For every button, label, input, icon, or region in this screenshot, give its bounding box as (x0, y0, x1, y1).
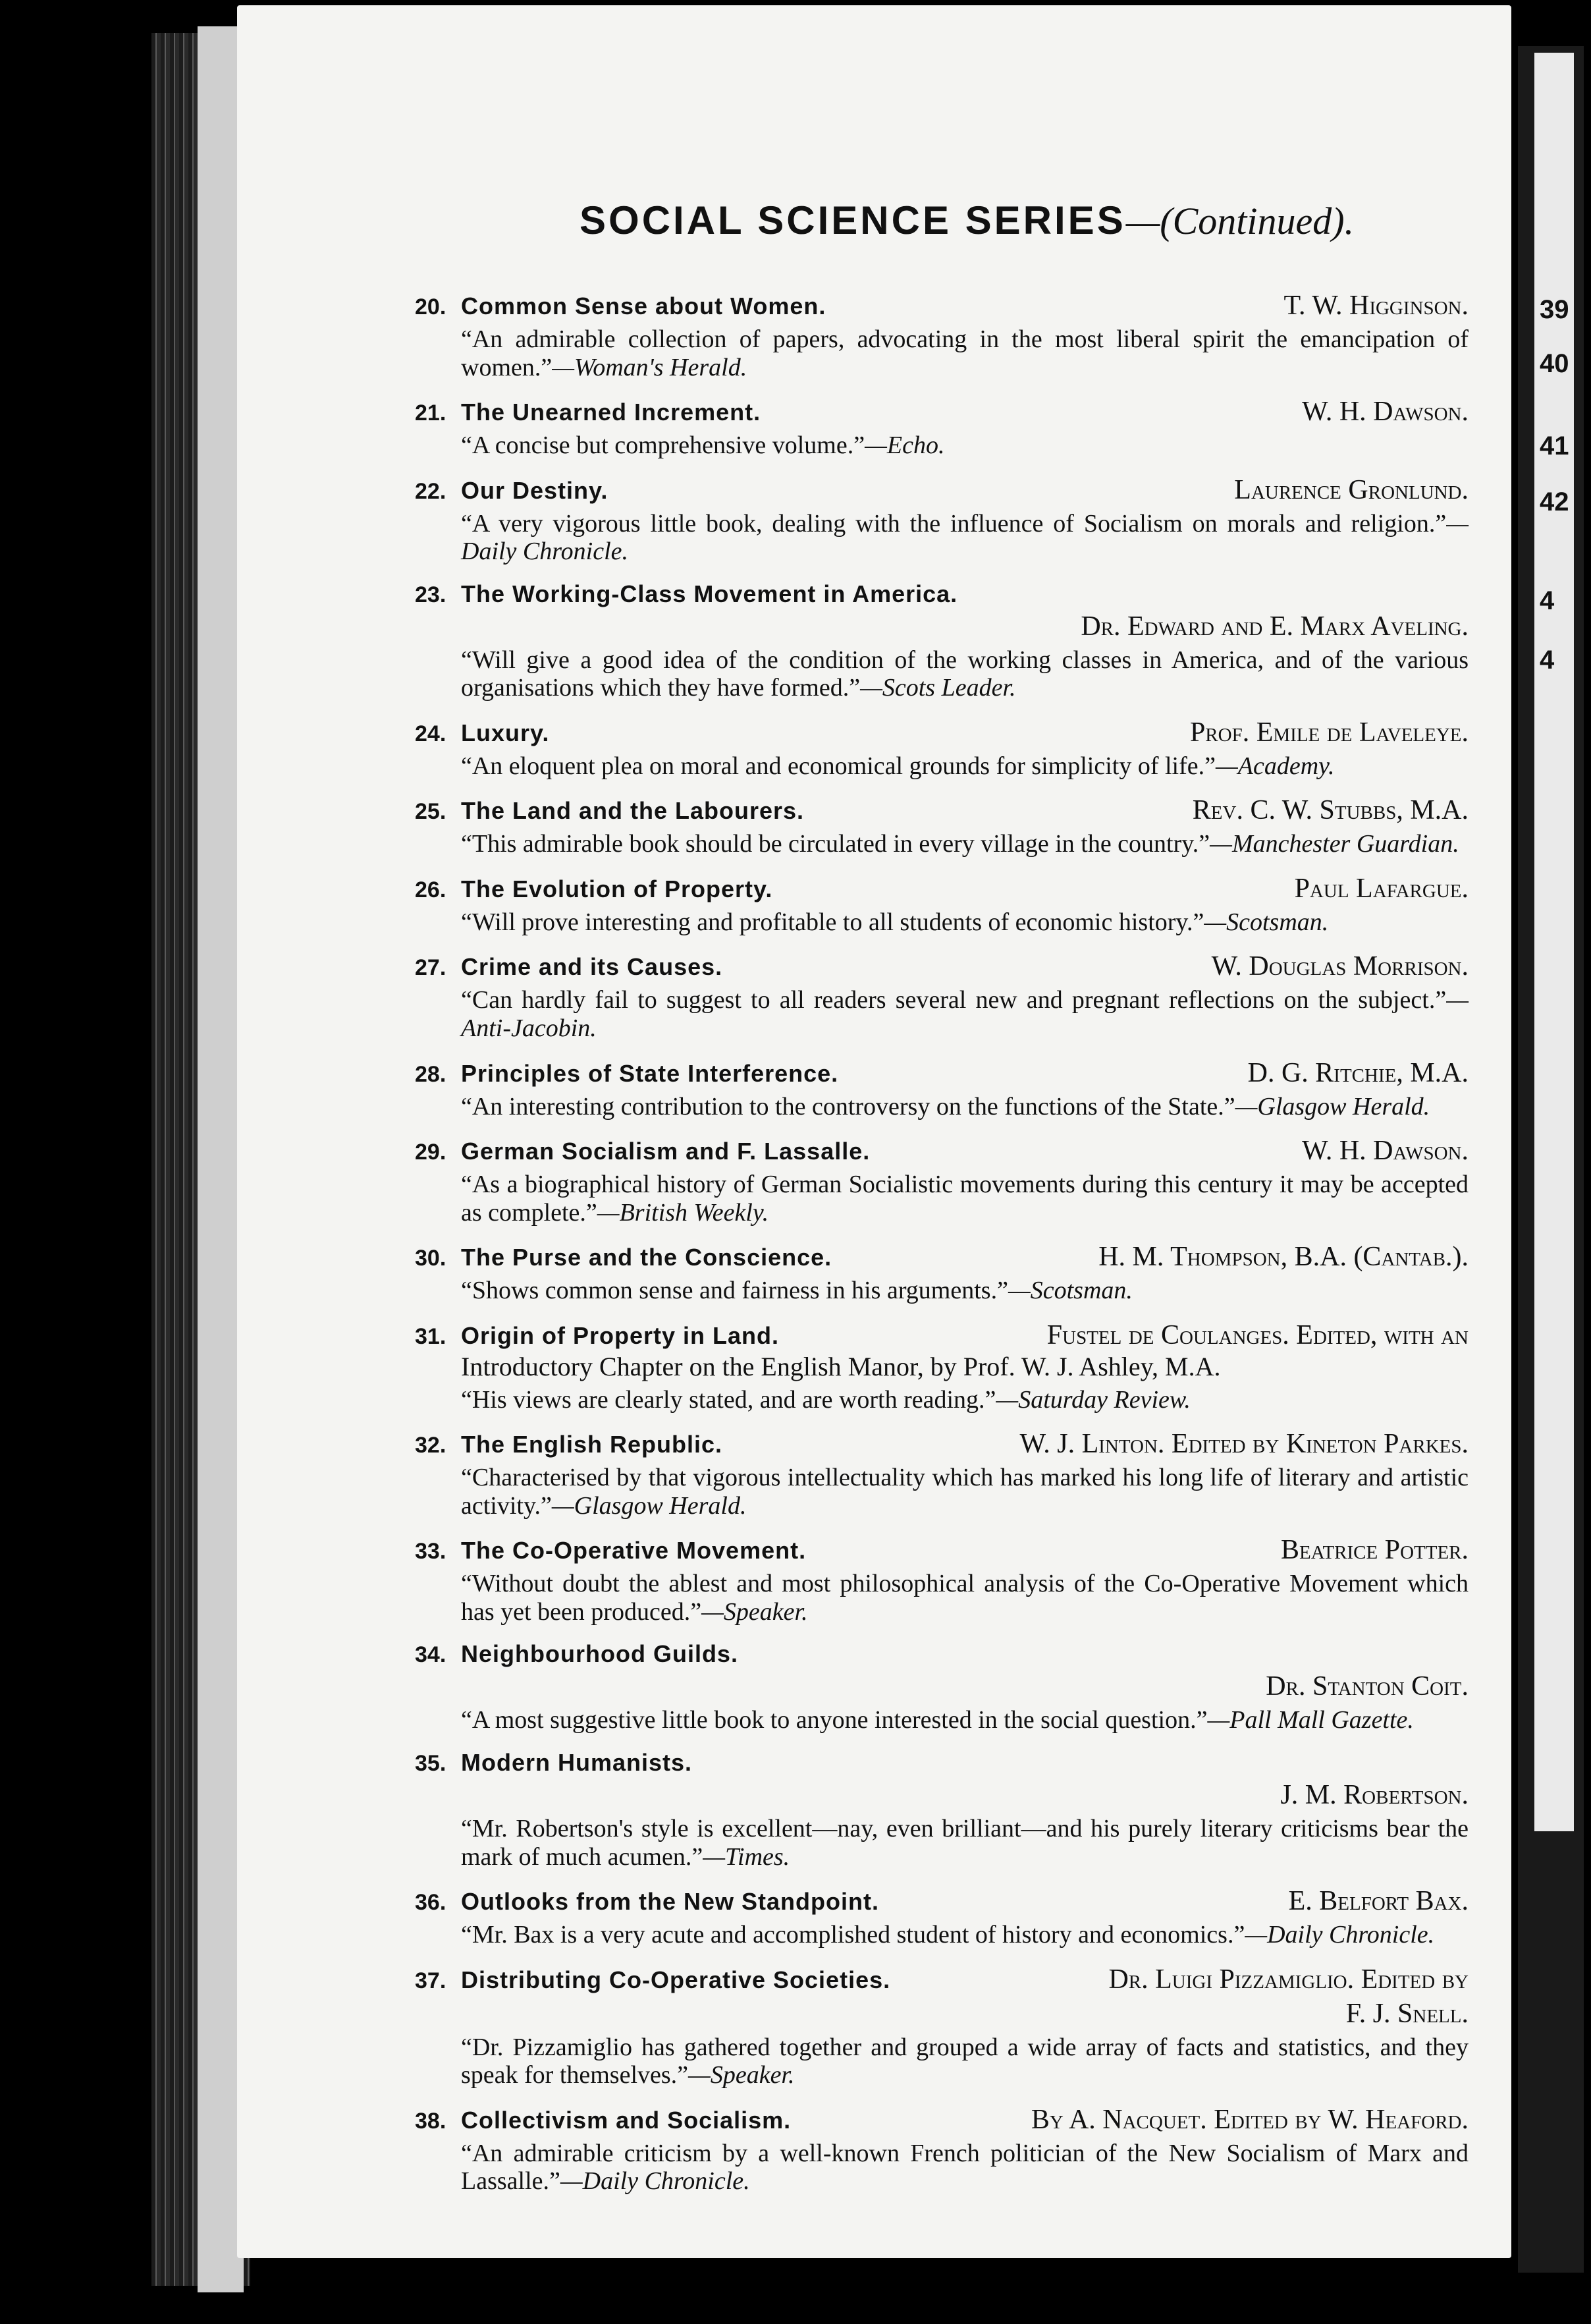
entry-title: Outlooks from the New Standpoint. (461, 1888, 879, 1916)
entry-heading (415, 474, 1469, 506)
entry-review (415, 830, 1469, 858)
book-entry (415, 873, 1469, 937)
review-source: —British Weekly. (597, 1198, 769, 1227)
book-entry (415, 1428, 1469, 1520)
book-entry (415, 2104, 1469, 2196)
entry-number: 24. (415, 721, 446, 746)
entry-review (415, 1277, 1469, 1305)
entry-author: Beatrice Potter. (1280, 1535, 1469, 1566)
entry-review (415, 510, 1469, 566)
book-entry (415, 1534, 1469, 1626)
entry-heading (415, 1885, 1469, 1917)
entry-review (415, 908, 1469, 937)
entry-review (415, 1093, 1469, 1121)
entry-heading (415, 1057, 1469, 1089)
entry-heading (415, 290, 1469, 321)
review-source: —Pall Mall Gazette. (1207, 1706, 1414, 1734)
entry-title: Luxury. (461, 719, 550, 746)
review-source: —Speaker. (688, 2061, 795, 2089)
entry-title: The Co-Operative Movement. (461, 1537, 807, 1564)
entry-heading (415, 794, 1469, 826)
book-entry (415, 1885, 1469, 1949)
entry-review (415, 1921, 1469, 1949)
review-source: —Glasgow Herald. (1235, 1092, 1430, 1120)
book-entry (415, 951, 1469, 1042)
review-source: —Echo. (865, 431, 945, 460)
entry-author: Prof. Emile de Laveleye. (1189, 717, 1469, 748)
entry-number: 27. (415, 955, 446, 981)
entry-review (415, 646, 1469, 702)
continued-label: —(Continued). (1125, 200, 1355, 242)
facing-page-number: 4 (1540, 646, 1555, 675)
review-text: “A concise but comprehensive volume.” (461, 431, 865, 460)
entry-review (415, 325, 1469, 381)
entry-title: The English Republic. (461, 1431, 723, 1458)
entry-review (415, 1706, 1469, 1734)
review-text: “Mr. Robertson's style is excellent—nay, even brilliant—and his purely literary criticisms bear the mark of much acumen.” (461, 1815, 1469, 1871)
review-source: —Glasgow Herald. (551, 1491, 747, 1520)
entry-author: By A. Nacquet. Edited by W. Heaford. (1031, 2104, 1469, 2135)
book-list (415, 290, 1469, 2210)
review-text: “Characterised by that vigorous intellectuality which has marked his long life of literary and artistic activity.” (461, 1464, 1469, 1520)
page-title (580, 198, 1354, 243)
entry-heading (415, 1428, 1469, 1460)
entry-number: 28. (415, 1061, 446, 1087)
entry-author: Paul Lafargue. (1294, 873, 1469, 904)
review-source: —Scots Leader. (860, 674, 1016, 702)
entry-title: Principles of State Interference. (461, 1059, 839, 1087)
review-text: “Will prove interesting and profitable to all students of economic history.” (461, 908, 1204, 936)
review-text: “His views are clearly stated, and are worth reading.” (461, 1385, 996, 1414)
facing-page-number: 4 (1540, 586, 1555, 615)
entry-number: 32. (415, 1433, 446, 1458)
entry-heading (415, 873, 1469, 904)
entry-review (415, 986, 1469, 1042)
entry-number: 31. (415, 1323, 446, 1349)
entry-number: 34. (415, 1642, 446, 1668)
entry-title: Distributing Co-Operative Societies. (461, 1966, 891, 1993)
entry-heading (415, 951, 1469, 982)
facing-page-number: 40 (1540, 349, 1569, 378)
entry-review (415, 2140, 1469, 2196)
entry-title: German Socialism and F. Lassalle. (461, 1138, 871, 1165)
entry-author: W. H. Dawson. (1302, 1136, 1469, 1167)
entry-subtitle: Introductory Chapter on the English Manor, by Prof. W. J. Ashley, M.A. (461, 1351, 1221, 1381)
entry-number: 20. (415, 294, 446, 319)
review-text: “An eloquent plea on moral and economical grounds for simplicity of life.” (461, 752, 1216, 780)
facing-page-number: 39 (1540, 295, 1569, 324)
entry-review (415, 431, 1469, 460)
entry-heading (415, 2104, 1469, 2136)
entry-review (415, 1570, 1469, 1626)
entry-title: Neighbourhood Guilds. (461, 1640, 738, 1668)
review-source: —Manchester Guardian. (1210, 830, 1459, 858)
entry-heading (415, 1964, 1469, 1995)
review-source: —Saturday Review. (996, 1385, 1191, 1414)
entry-author: Rev. C. W. Stubbs, M.A. (1192, 795, 1469, 826)
review-source: —Daily Chronicle. (461, 509, 1469, 566)
entry-number: 35. (415, 1751, 446, 1777)
book-entry (415, 1135, 1469, 1227)
entry-title: Our Destiny. (461, 476, 608, 504)
entry-author: D. G. Ritchie, M.A. (1247, 1057, 1469, 1088)
entry-review (415, 752, 1469, 781)
entry-review (415, 1815, 1469, 1871)
review-text: “This admirable book should be circulated in every village in the country.” (461, 830, 1210, 858)
entry-title: Common Sense about Women. (461, 292, 826, 319)
review-text: “As a biographical history of German Socialistic movements during this century it may be accepted as complete.” (461, 1171, 1469, 1227)
entry-number: 21. (415, 401, 446, 426)
book-entry (415, 717, 1469, 781)
entry-number: 33. (415, 1539, 446, 1564)
review-source: —Speaker. (701, 1597, 808, 1626)
entry-author: W. J. Linton. Edited by Kineton Parkes. (1019, 1429, 1469, 1460)
entry-author: Dr. Luigi Pizzamiglio. Edited by (1108, 1964, 1469, 1995)
facing-page-number: 41 (1540, 431, 1569, 460)
review-text: “A very vigorous little book, dealing with the influence of Socialism on morals and religion.” (461, 509, 1447, 538)
entry-heading (415, 1640, 1469, 1668)
review-source: —Academy. (1216, 752, 1335, 780)
entry-heading (415, 1241, 1469, 1273)
entry-title: The Purse and the Conscience. (461, 1244, 832, 1271)
entry-author: T. W. Higginson. (1283, 290, 1469, 321)
book-entry (415, 396, 1469, 460)
review-text: “An admirable collection of papers, advocating in the most liberal spirit the emancipation of women.” (461, 325, 1469, 381)
entry-heading (415, 580, 1469, 608)
entry-review (415, 1464, 1469, 1520)
entry-title: The Working-Class Movement in America. (461, 580, 958, 607)
entry-number: 29. (415, 1140, 446, 1165)
entry-heading (415, 1135, 1469, 1167)
entry-review (415, 2034, 1469, 2089)
entry-author-continued: Dr. Edward and E. Marx Aveling. (1081, 611, 1469, 642)
book-entry (415, 290, 1469, 381)
entry-author-continued: Dr. Stanton Coit. (1266, 1671, 1469, 1702)
entry-title: Origin of Property in Land. (461, 1321, 780, 1349)
entry-author: Fustel de Coulanges. Edited, with an (1046, 1319, 1469, 1350)
entry-number: 37. (415, 1968, 446, 1993)
review-source: —Daily Chronicle. (560, 2167, 750, 2196)
review-source: —Woman's Herald. (552, 353, 747, 381)
entry-heading (415, 717, 1469, 748)
entry-number: 22. (415, 478, 446, 504)
review-text: “Will give a good idea of the condition of the working classes in America, and of the various organisations which they have formed.” (461, 646, 1469, 702)
review-text: “Without doubt the ablest and most philosophical analysis of the Co-Operative Movement which has yet been produced.” (461, 1570, 1469, 1626)
entry-author: W. Douglas Morrison. (1211, 951, 1469, 982)
entry-heading (415, 1749, 1469, 1777)
entry-number: 25. (415, 799, 446, 825)
entry-number: 23. (415, 582, 446, 607)
series-title: SOCIAL SCIENCE SERIES (580, 198, 1126, 242)
entry-review (415, 1171, 1469, 1227)
facing-page-number: 42 (1540, 487, 1569, 516)
entry-author-continued: J. M. Robertson. (1280, 1780, 1469, 1811)
review-text: “Mr. Bax is a very acute and accomplished student of history and economics.” (461, 1921, 1245, 1949)
review-source: —Scotsman. (1204, 908, 1329, 936)
review-text: “A most suggestive little book to anyone interested in the social question.” (461, 1706, 1208, 1734)
book-entry (415, 580, 1469, 702)
entry-number: 36. (415, 1890, 446, 1916)
entry-author-continued: F. J. Snell. (1345, 1998, 1469, 2029)
entry-title: The Unearned Increment. (461, 399, 761, 426)
review-text: “Dr. Pizzamiglio has gathered together and grouped a wide array of facts and statistics, and they speak for themselves.” (461, 2033, 1469, 2089)
entry-title: Collectivism and Socialism. (461, 2106, 792, 2134)
entry-title: Modern Humanists. (461, 1749, 693, 1777)
review-text: “Can hardly fail to suggest to all readers several new and pregnant reflections on the subject.” (461, 986, 1447, 1014)
entry-title: Crime and its Causes. (461, 953, 723, 981)
review-text: “An admirable criticism by a well-known French politician of the New Socialism of Marx and Lassalle.” (461, 2139, 1469, 2196)
entry-author: E. Belfort Bax. (1288, 1886, 1469, 1917)
entry-number: 26. (415, 877, 446, 902)
book-entry (415, 1057, 1469, 1121)
book-entry (415, 1319, 1469, 1414)
entry-heading (415, 1319, 1469, 1351)
review-source: —Times. (703, 1842, 790, 1871)
book-entry (415, 1640, 1469, 1734)
review-source: —Daily Chronicle. (1245, 1921, 1435, 1949)
entry-review (415, 1386, 1469, 1414)
entry-author: H. M. Thompson, B.A. (Cantab.). (1098, 1242, 1469, 1273)
review-source: —Anti-Jacobin. (461, 986, 1469, 1043)
book-entry (415, 794, 1469, 858)
entry-author: Laurence Gronlund. (1234, 474, 1469, 505)
review-text: “An interesting contribution to the controversy on the functions of the State.” (461, 1092, 1235, 1120)
entry-number: 38. (415, 2108, 446, 2134)
entry-heading (415, 1534, 1469, 1566)
entry-number: 30. (415, 1246, 446, 1271)
book-entry (415, 1964, 1469, 2089)
book-entry (415, 474, 1469, 566)
entry-title: The Evolution of Property. (461, 875, 773, 902)
book-entry (415, 1241, 1469, 1305)
entry-heading (415, 396, 1469, 428)
entry-title: The Land and the Labourers. (461, 797, 805, 825)
book-entry (415, 1749, 1469, 1871)
review-source: —Scotsman. (1008, 1277, 1133, 1305)
entry-author: W. H. Dawson. (1302, 397, 1469, 428)
review-text: “Shows common sense and fairness in his arguments.” (461, 1277, 1008, 1305)
